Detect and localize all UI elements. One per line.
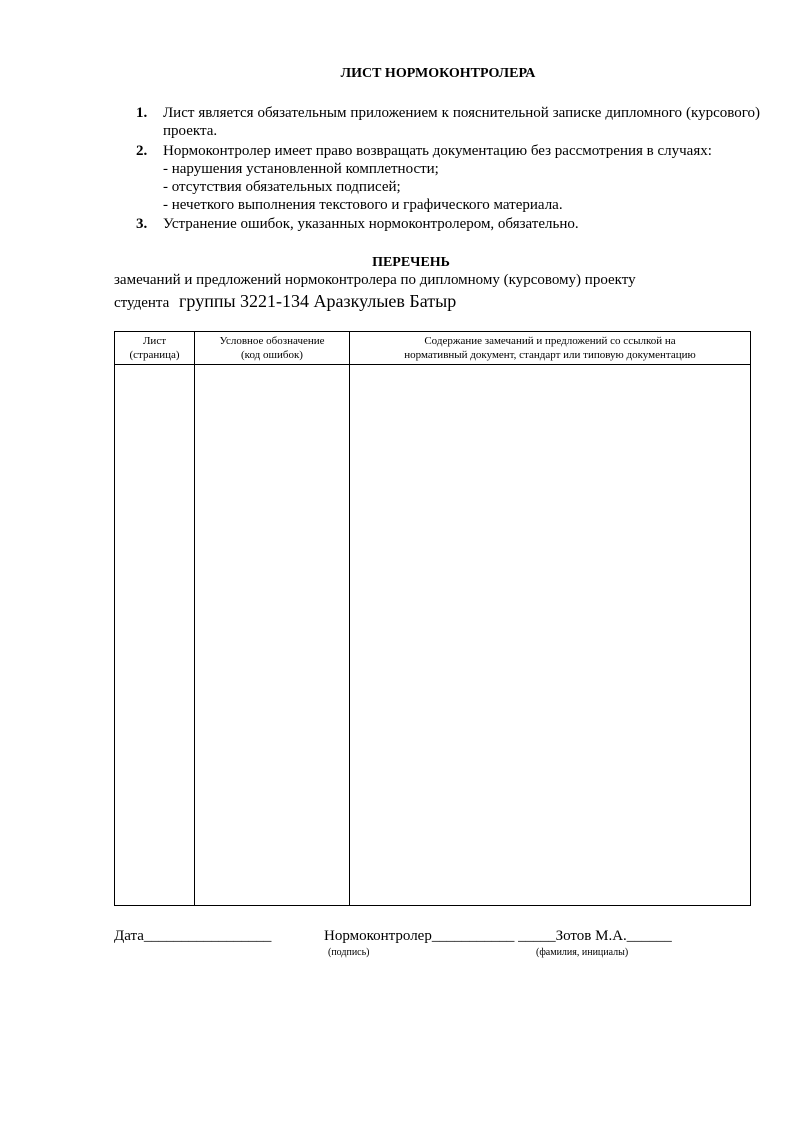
item-text: Нормоконтролер имеет право возвращать документацию без рассмотрения в случаях: xyxy=(163,143,712,159)
date-label: Дата xyxy=(114,928,144,944)
name-caption: (фамилия, инициалы) xyxy=(536,947,629,958)
table-row xyxy=(115,365,751,906)
item-subline: - нарушения установленной комплетности; xyxy=(163,161,439,177)
student-label: студента xyxy=(114,295,170,311)
signature-blank[interactable]: ___________ xyxy=(431,928,515,944)
student-line xyxy=(114,291,456,312)
header-code: Условное обозначение (код ошибок) xyxy=(195,332,350,365)
cell-content[interactable] xyxy=(350,365,751,906)
date-blank[interactable]: _________________ xyxy=(143,928,272,944)
item-text: Устранение ошибок, указанных нормоконтролером, обязательно. xyxy=(163,216,579,232)
item-number: 3. xyxy=(136,216,148,232)
cell-code[interactable] xyxy=(195,365,350,906)
list-subheading: замечаний и предложений нормоконтролера по дипломному (курсовому) проекту xyxy=(114,272,636,288)
item-subline: - нечеткого выполнения текстового и графического материала. xyxy=(163,197,563,213)
page-title: ЛИСТ НОРМОКОНТРОЛЕРА xyxy=(340,66,536,81)
header-content: Содержание замечаний и предложений со ссылкой на нормативный документ, стандарт или типовую документацию xyxy=(350,332,751,365)
controller-label: Нормоконтролер xyxy=(324,928,432,944)
item-text: Лист является обязательным приложением к пояснительной записке дипломного (курсового) проекта. xyxy=(163,105,760,139)
name-prefix: _____ xyxy=(518,928,556,944)
header-sheet: Лист (страница) xyxy=(115,332,195,365)
list-item xyxy=(136,215,760,233)
signature-caption: (подпись) xyxy=(328,947,370,958)
list-item xyxy=(136,104,760,140)
list-item xyxy=(136,142,760,214)
controller-name: Зотов М.А. xyxy=(555,928,627,944)
item-subline: - отсутствия обязательных подписей; xyxy=(163,179,401,195)
remarks-table xyxy=(114,331,751,906)
item-number: 1. xyxy=(136,105,148,121)
name-suffix: ______ xyxy=(626,928,672,944)
item-number: 2. xyxy=(136,143,148,159)
student-value: группы 3221-134 Аразкулыев Батыр xyxy=(179,291,457,311)
cell-sheet[interactable] xyxy=(115,365,195,906)
table-header-row xyxy=(115,332,751,365)
date-field xyxy=(114,928,271,945)
list-heading: ПЕРЕЧЕНЬ xyxy=(372,255,450,270)
controller-field xyxy=(324,928,672,945)
